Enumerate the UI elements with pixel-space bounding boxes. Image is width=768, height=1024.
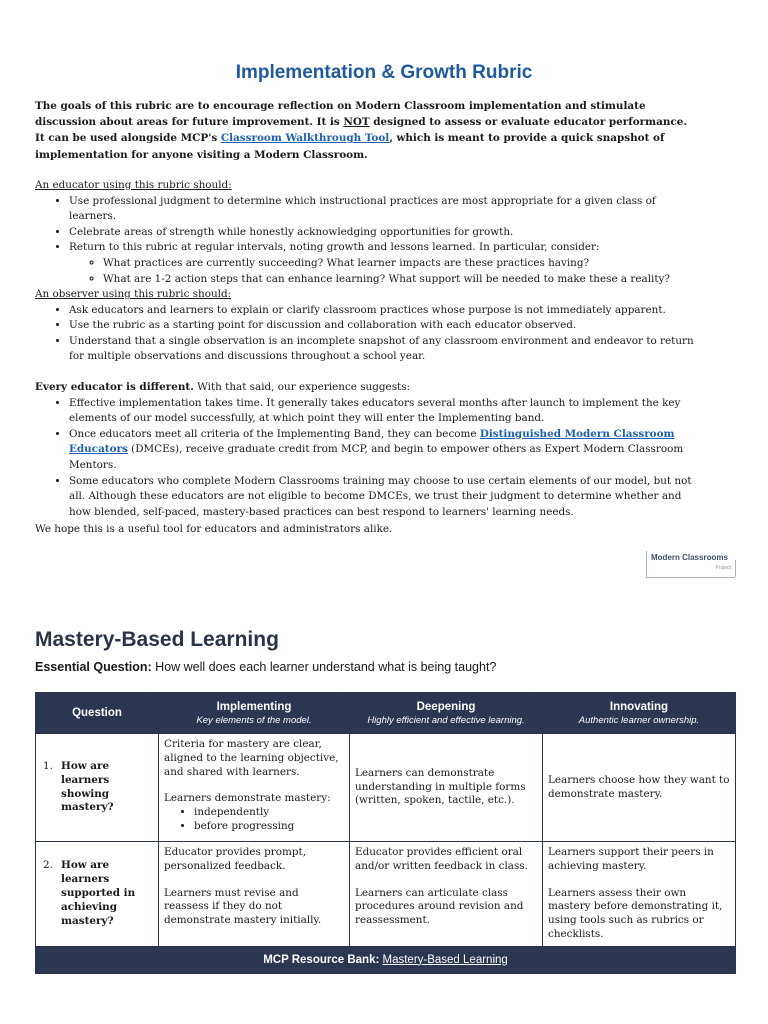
- table-row: [36, 734, 736, 842]
- essential-question-label: Essential Question:: [35, 660, 152, 674]
- table-footer-row: [36, 946, 736, 973]
- educator-list: [35, 194, 705, 288]
- rubric-table: [35, 692, 736, 974]
- list-item-text: Return to this rubric at regular intervals, noting growth and lessons learned. In particular, consider:: [69, 241, 600, 254]
- list-item: • Ask educators and learners to explain or clarify classroom practices whose purpose is not immediately apparent.: [69, 303, 705, 319]
- logo-bracket: [735, 560, 736, 577]
- header-question: [36, 693, 159, 734]
- list-item: [69, 427, 705, 474]
- deepening-cell: [350, 842, 543, 947]
- experience-list: [35, 396, 705, 521]
- intro-text: designed to assess or evaluate educator performance. It can be used alongside MCP's: [35, 116, 687, 145]
- deepening-cell: [350, 734, 543, 842]
- closing-text: We hope this is a useful tool for educators and administrators alike.: [35, 523, 393, 535]
- question-text: How are learners supported in achieving mastery?: [61, 859, 136, 927]
- header-title: Implementing: [216, 700, 292, 713]
- experience-intro: [35, 380, 705, 396]
- header-title: Innovating: [609, 700, 669, 713]
- section-title: Mastery-Based Learning: [35, 628, 279, 651]
- mcp-logo: [646, 551, 735, 578]
- resource-bank-label: MCP Resource Bank:: [263, 953, 380, 966]
- list-item-text: Once educators meet all criteria of the Implementing Band, they can become: [69, 427, 480, 440]
- cell-text: Educator provides prompt, personalized feedback.: [164, 846, 307, 872]
- question-cell: [36, 842, 159, 947]
- mastery-list: [164, 806, 344, 834]
- observer-section: [35, 287, 705, 365]
- observer-heading: An observer using this rubric should:: [35, 288, 232, 300]
- question-text: How are learners showing mastery?: [61, 759, 114, 814]
- intro-not: NOT: [343, 116, 370, 129]
- table-row: [36, 842, 736, 947]
- implementing-cell: [159, 734, 350, 842]
- walkthrough-tool-link[interactable]: Classroom Walkthrough Tool: [220, 132, 390, 145]
- educator-section: [35, 178, 705, 287]
- cell-text: Learners choose how they want to demonstrate mastery.: [548, 773, 730, 800]
- educator-heading: An educator using this rubric should:: [35, 179, 232, 191]
- header-subtitle: Authentic learner ownership.: [578, 714, 700, 726]
- dmce-link[interactable]: Distinguished Modern Classroom Educators: [69, 427, 675, 456]
- innovating-cell: [543, 734, 736, 842]
- list-item: • Use professional judgment to determine which instructional practices are most appropriate for a given class of learners.: [69, 194, 705, 225]
- logo-text: Modern Classrooms: [651, 553, 728, 562]
- list-item-text: (DMCEs), receive graduate credit from MCP, and begin to empower others as Expert Modern Classroom Mentors.: [69, 443, 684, 471]
- innovating-cell: [543, 842, 736, 947]
- implementing-cell: [159, 842, 350, 947]
- experience-section: [35, 380, 705, 520]
- cell-text: Learners must revise and reassess if they do not demonstrate mastery initially.: [164, 886, 322, 927]
- list-item: • Effective implementation takes time. It generally takes educators several months after launch to implement the key elements of our model successfully, at which point they will enter the Implementing band.: [69, 396, 705, 427]
- sub-list-item: ◦ What are 1-2 action steps that can enhance learning? What support will be needed to make these a reality?: [103, 272, 705, 288]
- question-number: 1.: [43, 759, 53, 772]
- header-deepening: [350, 693, 543, 734]
- list-item: • Celebrate areas of strength while honestly acknowledging opportunities for growth.: [69, 225, 705, 241]
- list-item: • before progressing: [194, 820, 344, 834]
- experience-lead: Every educator is different.: [35, 381, 194, 393]
- list-item: • Some educators who complete Modern Classrooms training may choose to use certain elements of our model, but not all. Although these educators are not eligible to become DMCEs, we trust their judgment to determine whether and how blended, self-paced, mastery-based practices can best respond to learners' learning needs.: [69, 474, 705, 521]
- logo-subtext: Project: [715, 565, 731, 571]
- resource-bank-link[interactable]: Mastery-Based Learning: [382, 953, 508, 966]
- cell-text: Criteria for mastery are clear, aligned to the learning objective, and shared with learners.: [164, 738, 339, 778]
- list-item: • Understand that a single observation is an incomplete snapshot of any classroom environment and endeavor to return for multiple observations and discussions throughout a school year.: [69, 334, 705, 365]
- essential-question: [35, 660, 496, 674]
- table-header-row: [36, 693, 736, 734]
- cell-text: Learners can demonstrate understanding in multiple forms (written, spoken, tactile, etc.).: [355, 766, 526, 807]
- header-implementing: [159, 693, 350, 734]
- intro-text: The goals of this rubric are to encourage reflection on Modern Classroom implementation and stimulate discussion about areas for future improvement. It is: [35, 100, 646, 129]
- intro-text: , which is meant to provide a quick snapshot of implementation for anyone visiting a Modern Classroom.: [35, 132, 665, 161]
- header-subtitle: Key elements of the model.: [196, 714, 312, 726]
- cell-text: Learners demonstrate mastery:: [164, 792, 331, 805]
- page-title: Implementation & Growth Rubric: [235, 62, 533, 83]
- essential-question-text: How well does each learner understand what is being taught?: [151, 660, 497, 674]
- header-innovating: [543, 693, 736, 734]
- educator-sublist: [69, 256, 705, 287]
- question-cell: [36, 734, 159, 842]
- question-number: 2.: [43, 859, 53, 872]
- header-title: Question: [72, 707, 122, 719]
- cell-text: Learners support their peers in achieving mastery.: [548, 846, 714, 872]
- resource-bank-footer: [36, 946, 736, 973]
- list-item: • Use the rubric as a starting point for discussion and collaboration with each educator observed.: [69, 318, 705, 334]
- experience-rest: With that said, our experience suggests:: [193, 381, 411, 393]
- intro-paragraph: [35, 98, 695, 163]
- header-title: Deepening: [416, 700, 476, 713]
- observer-list: [35, 303, 705, 365]
- list-item: [69, 240, 705, 287]
- sub-list-item: ◦ What practices are currently succeeding? What learner impacts are these practices having?: [103, 256, 705, 272]
- cell-text: Learners assess their own mastery before demonstrating it, using tools such as rubrics or checklists.: [548, 886, 723, 940]
- list-item: • independently: [194, 806, 344, 820]
- cell-text: Educator provides efficient oral and/or written feedback in class.: [355, 846, 528, 872]
- cell-text: Learners can articulate class procedures around revision and reassessment.: [355, 886, 524, 927]
- header-subtitle: Highly efficient and effective learning.: [367, 714, 525, 726]
